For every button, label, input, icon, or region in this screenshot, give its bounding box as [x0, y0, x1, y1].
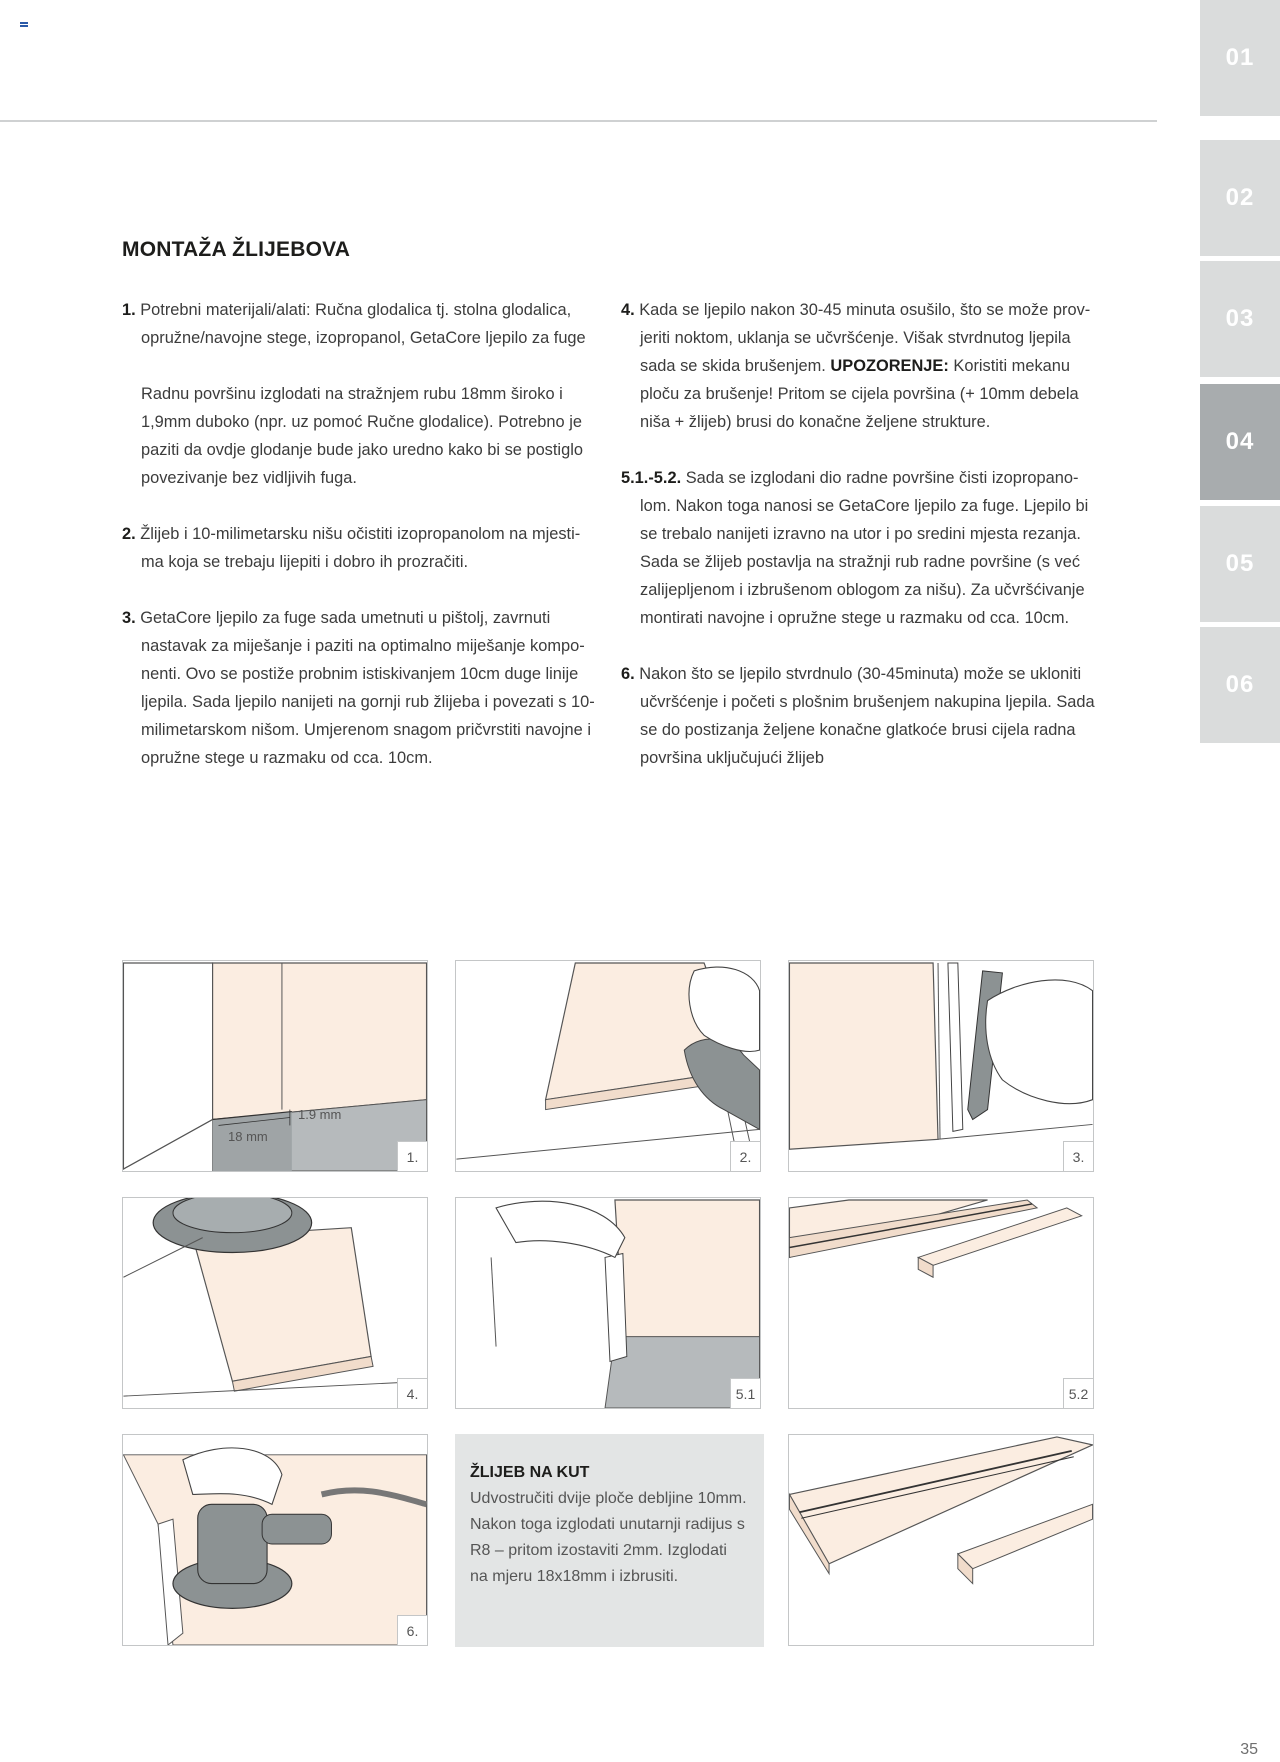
step-2: 2. Žlijeb i 10-milimetarsku nišu očistiti izopropanolom na mjesti-ma koja se trebaju lijepiti i dobro ih prozračiti. [122, 525, 581, 571]
figure-5-1 [455, 1197, 761, 1409]
corner-groove-info-box [455, 1434, 764, 1647]
groove-gluing-illustration [456, 1198, 760, 1408]
glue-gun-illustration [789, 961, 1093, 1171]
brand-logo [20, 22, 28, 27]
figure-3 [788, 960, 1094, 1172]
step-3: 3. GetaCore ljepilo za fuge sada umetnuti u pištolj, zavrnuti nastavak za miješanje i paziti na optimalno miješanje kompo-nenti. Ovo se postiže probnim istiskivanjem 10cm duge linije ljepila. Sada ljepilo nanijeti na gornji rub žlijeba i povezati s 10-milimetarskom nišom. Umjerenom snagom pričvrstiti navojne i opružne stege u razmaku od cca. 10cm. [122, 609, 595, 767]
figure-label: 3. [1063, 1141, 1093, 1171]
step-6: 6. Nakon što se ljepilo stvrdnulo (30-45minuta) može se ukloniti učvršćenje i početi s plošnim brušenjem nakupina ljepila. Sada se do postizanja željene konačne glatkoće brusi cijela radna površina uključujući žlijeb [621, 665, 1095, 767]
tab-01[interactable]: 01 [1200, 0, 1280, 116]
cleaning-illustration [456, 961, 760, 1171]
tab-02[interactable]: 02 [1200, 140, 1280, 256]
header-divider [0, 120, 1157, 122]
figure-5-2 [788, 1197, 1094, 1409]
figure-2 [455, 960, 761, 1172]
step-1: 1. Potrebni materijali/alati: Ručna glodalica tj. stolna glodalica, opružne/navojne stege, izopropanol, GetaCore ljepilo za fuge [122, 301, 586, 347]
figure-label: 5.1 [730, 1378, 760, 1408]
info-box-title: ŽLIJEB NA KUT [470, 1464, 590, 1481]
figure-label: 2. [730, 1141, 760, 1171]
figure-4 [122, 1197, 428, 1409]
tab-03[interactable]: 03 [1200, 261, 1280, 377]
figure-label: 6. [397, 1615, 427, 1645]
routing-dimensions-illustration [123, 961, 427, 1171]
final-sanding-illustration [123, 1435, 427, 1645]
dimension-width-label: 18 mm [228, 1129, 268, 1144]
page-title: MONTAŽA ŽLIJEBOVA [122, 238, 351, 261]
corner-groove-profile-illustration [789, 1435, 1093, 1645]
page-number: 35 [1240, 1741, 1258, 1758]
instructions-left-column [122, 296, 602, 800]
step-1-detail: Radnu površinu izglodati na stražnjem rubu 18mm široko i 1,9mm duboko (npr. uz pomoć Ručne glodalice). Potrebno je paziti da ovdje glodanje bude jako uredno kako bi se postiglo povezivanje bez vidljivih fuga. [141, 385, 583, 487]
figure-label: 5.2 [1063, 1378, 1093, 1408]
figure-label: 4. [397, 1378, 427, 1408]
step-4: 4. Kada se ljepilo nakon 30-45 minuta osušilo, što se može prov-jeriti noktom, uklanja se učvršćenje. Višak stvrdnutog ljepila sada se skida brušenjem. UPOZORENJE: Koristiti mekanu ploču za brušenje! Pritom se cijela površina (+ 10mm debela niša + žlijeb) brusi do konačne željene strukture. [621, 301, 1091, 431]
instructions-right-column [621, 296, 1101, 800]
figure-1 [122, 960, 428, 1172]
tab-05[interactable]: 05 [1200, 506, 1280, 622]
figure-6 [122, 1434, 428, 1646]
tab-04[interactable]: 04 [1200, 384, 1280, 500]
groove-profile-illustration [789, 1198, 1093, 1408]
dimension-depth-label: 1.9 mm [298, 1107, 342, 1122]
figure-label: 1. [397, 1141, 427, 1171]
step-5: 5.1.-5.2. Sada se izglodani dio radne površine čisti izopropano-lom. Nakon toga nanosi se GetaCore ljepilo za fuge. Ljepilo bi se trebalo nanijeti izravno na utor i po sredini mjesta rezanja. Sada se žlijeb postavlja na stražnji rub radne površine (s već zalijepljenom i izbrušenom oblogom za nišu). Za učvršćivanje montirati navojne i opružne stege u razmaku od cca. 10cm. [621, 469, 1089, 627]
sanding-illustration [123, 1198, 427, 1408]
figure-corner-groove [788, 1434, 1094, 1646]
tab-06[interactable]: 06 [1200, 627, 1280, 743]
info-box-text: Udvostručiti dvije ploče debljine 10mm. Nakon toga izglodati unutarnji radijus s R8 – pritom izostaviti 2mm. Izglodati na mjeru 18x18mm i izbrusiti. [470, 1490, 747, 1585]
